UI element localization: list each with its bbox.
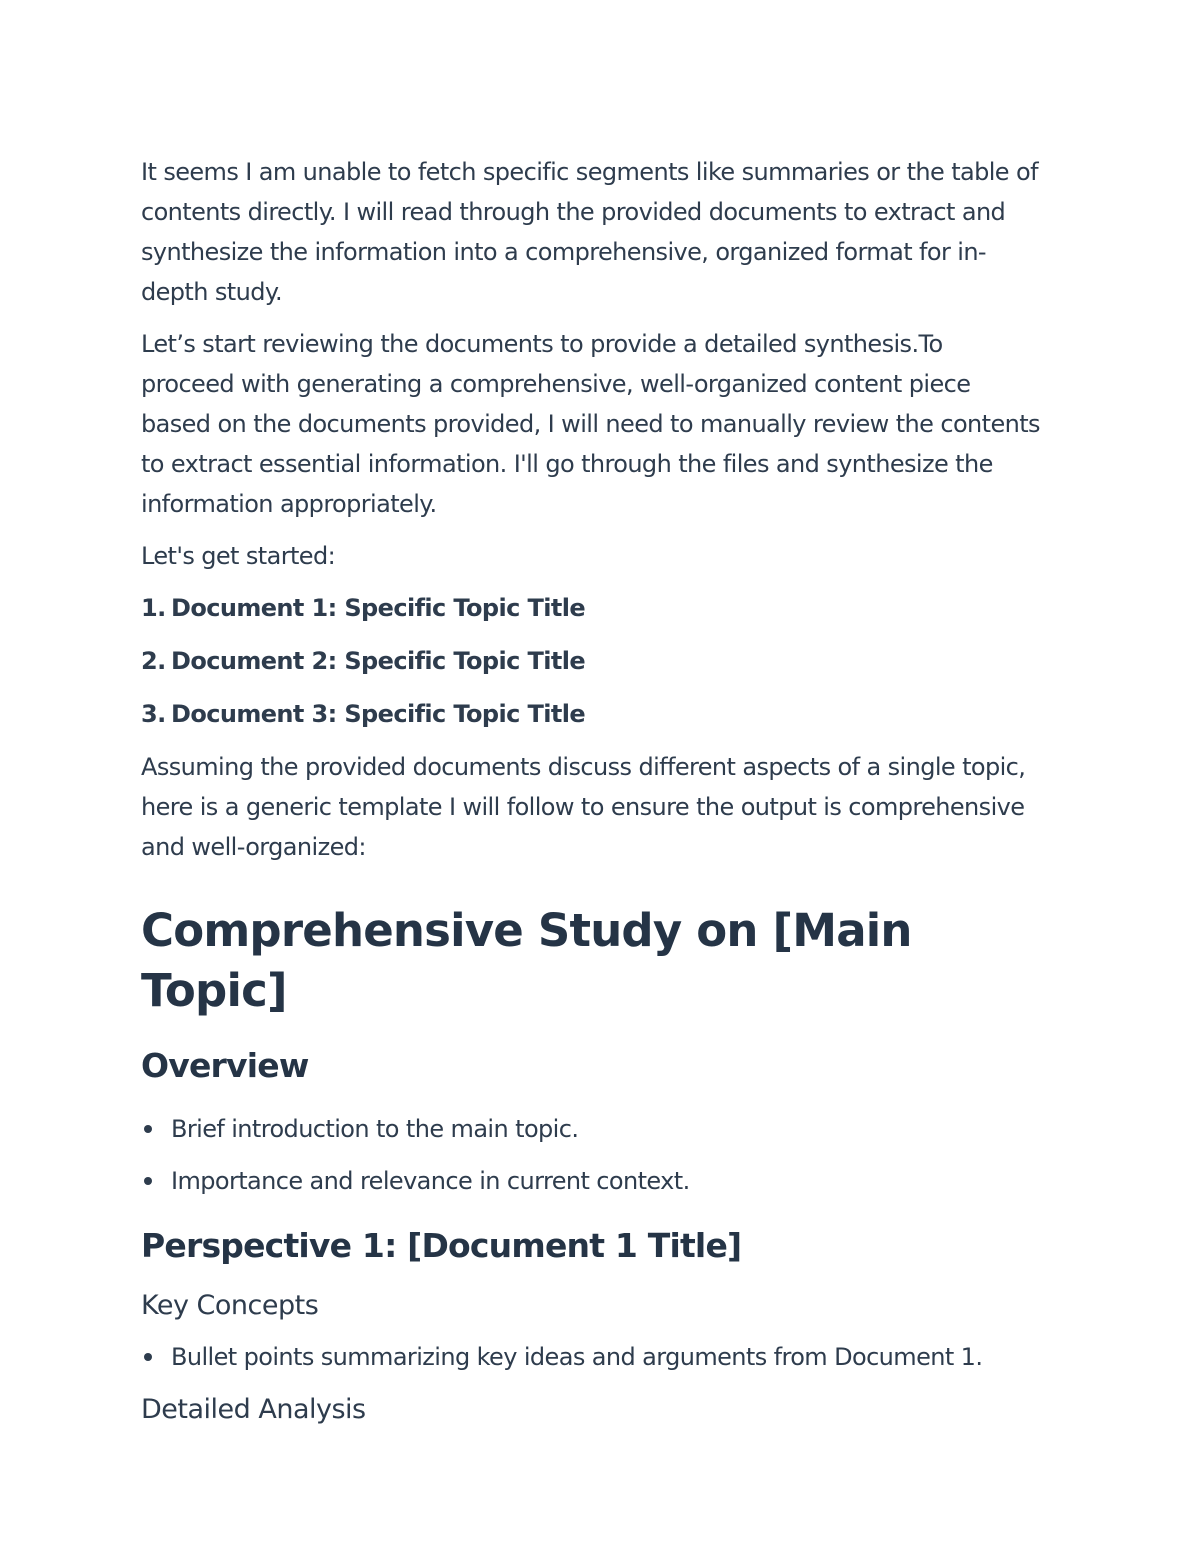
list-item xyxy=(141,1109,1040,1149)
overview-bullet-list xyxy=(141,1109,1040,1201)
intro-paragraph-3: Let's get started: xyxy=(141,542,336,570)
assumption-paragraph: Assuming the provided documents discuss different aspects of a single topic, here is a generic template I will follow to ensure the output is comprehensive and well-organized: xyxy=(141,753,1026,861)
list-item xyxy=(141,1161,1040,1201)
document-title: Document 3: Specific Topic Title xyxy=(171,700,586,728)
list-item-text: Brief introduction to the main topic. xyxy=(171,1115,579,1143)
list-number: 1. xyxy=(141,594,166,622)
key-concepts-heading: Key Concepts xyxy=(141,1290,319,1321)
list-number: 2. xyxy=(141,647,166,675)
list-number: 3. xyxy=(141,700,166,728)
document-list xyxy=(141,588,1040,734)
document-title: Document 2: Specific Topic Title xyxy=(171,647,586,675)
bullet-icon xyxy=(144,1353,152,1361)
bullet-icon xyxy=(144,1125,152,1133)
perspective-1-heading: Perspective 1: [Document 1 Title] xyxy=(141,1226,742,1265)
key-concepts-bullet-list xyxy=(141,1337,1040,1377)
main-title: Comprehensive Study on [Main Topic] xyxy=(141,904,912,1017)
overview-heading: Overview xyxy=(141,1046,309,1085)
list-item-text: Bullet points summarizing key ideas and arguments from Document 1. xyxy=(171,1343,983,1371)
list-item xyxy=(141,1337,1040,1377)
document-title: Document 1: Specific Topic Title xyxy=(171,594,586,622)
bullet-icon xyxy=(144,1177,152,1185)
document-list-item xyxy=(141,694,1040,734)
intro-paragraph-2: Let’s start reviewing the documents to provide a detailed synthesis.To proceed with generating a comprehensive, well-organized content piece based on the documents provided, I will need to manually review the contents to extract essential information. I'll go through the files and synthesize the information appropriately. xyxy=(141,330,1040,518)
document-list-item xyxy=(141,588,1040,628)
intro-paragraph-1: It seems I am unable to fetch specific segments like summaries or the table of contents directly. I will read through the provided documents to extract and synthesize the information into a comprehensive, organized format for in-depth study. xyxy=(141,158,1038,306)
document-list-item xyxy=(141,641,1040,681)
detailed-analysis-heading: Detailed Analysis xyxy=(141,1394,366,1425)
list-item-text: Importance and relevance in current context. xyxy=(171,1167,690,1195)
